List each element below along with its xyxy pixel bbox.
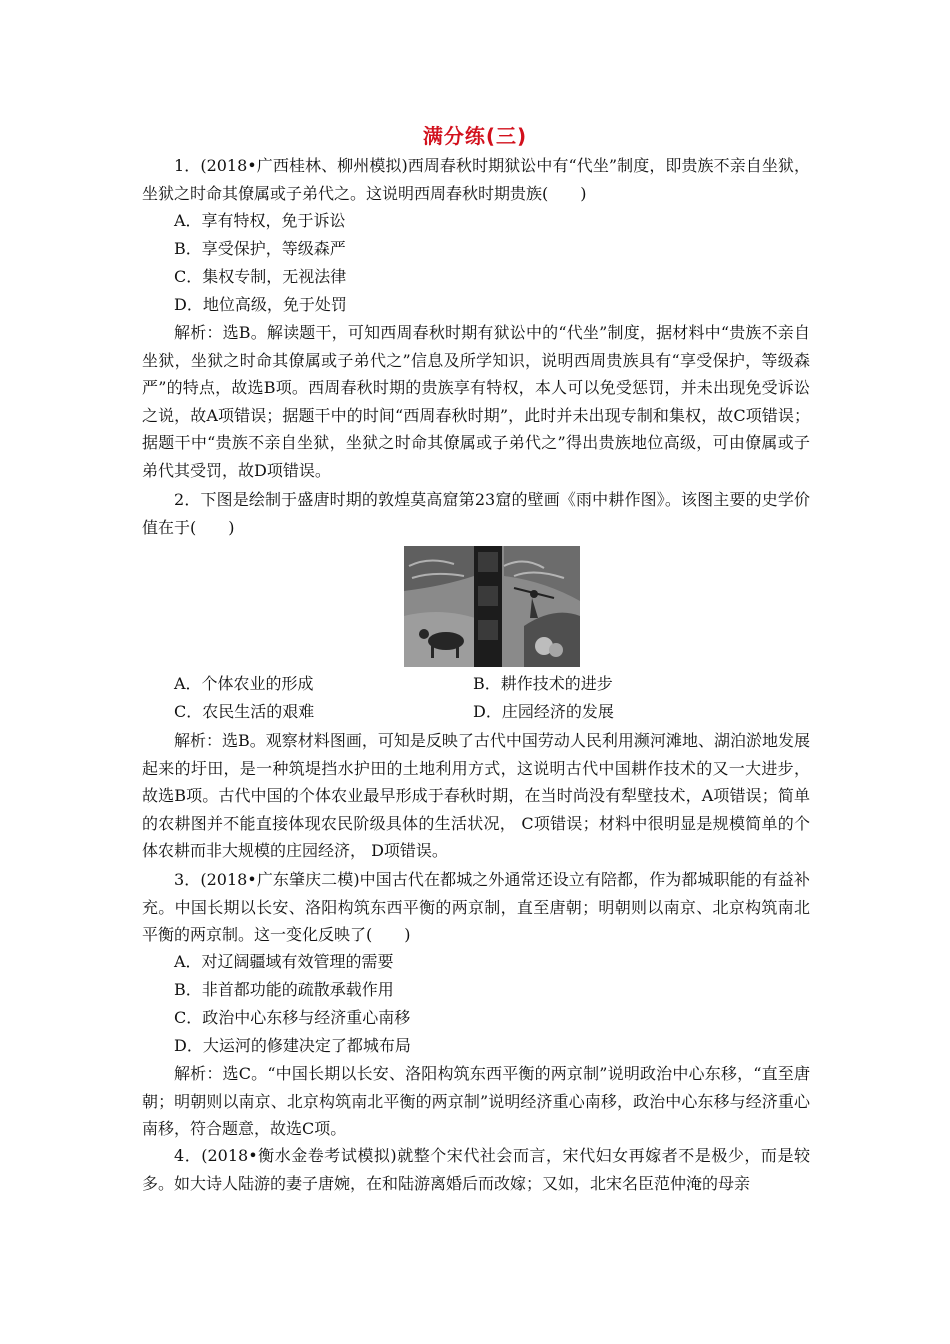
question-3-option-c: C．政治中心东移与经济重心南移 [174,1008,411,1027]
page-title: 满分练(三) [422,124,528,148]
question-1-option-b: B．享受保护，等级森严 [174,239,346,258]
question-3-option-b: B．非首都功能的疏散承载作用 [174,980,394,999]
question-1-analysis: 解析：选B。解读题干，可知西周春秋时期有狱讼中的“代坐”制度，据材料中“贵族不亲自坐狱，坐狱之时命其僚属或子弟代之”信息及所学知识，说明西周贵族具有“享受保护，等级森严”的特点，故选B项。西周春秋时期的贵族享有特权，本人可以免受惩罚，并未出现免受诉讼之说，故A项错误；据题干中的时间“西周春秋时期”，此时并未出现专制和集权，故C项错误；据题干中“贵族不亲自坐狱，坐狱之时命其僚属或子弟代之”得出贵族地位高级，可由僚属或子弟代其受罚，故D项错误。 [142,323,810,480]
question-2-analysis: 解析：选B。观察材料图画，可知是反映了古代中国劳动人民利用濒河滩地、湖泊淤地发展起来的圩田，是一种筑堤挡水护田的土地利用方式，这说明古代中国耕作技术的又一大进步，故选B项。古代中国的个体农业最早形成于春秋时期，在当时尚没有犁壁技术，A项错误；简单的农耕图并不能直接体现农民阶级具体的生活状况， C项错误；材料中很明显是规模简单的个体农耕而非大规模的庄园经济， D项错误。 [142,731,810,860]
question-2-option-d: D．庄园经济的发展 [473,702,614,721]
question-3-option-a: A．对辽阔疆域有效管理的需要 [174,952,394,971]
question-3-stem: 3．(2018•广东肇庆二模)中国古代在都城之外通常还设立有陪都，作为都城职能的有益补充。中国长期以长安、洛阳构筑东西平衡的两京制，直至唐朝；明朝则以南京、北京构筑南北平衡的两京制。这一变化反映了( ) [142,870,810,944]
question-1-option-a: A．享有特权，免于诉讼 [174,211,346,230]
question-3-option-d: D．大运河的修建决定了都城布局 [174,1036,411,1055]
mural-image [404,546,580,667]
question-4-stem: 4．(2018•衡水金卷考试模拟)就整个宋代社会而言，宋代妇女再嫁者不是极少，而是较多。如大诗人陆游的妻子唐婉，在和陆游离婚后而改嫁；又如，北宋名臣范仲淹的母亲 [142,1146,810,1193]
mural-illustration [404,546,580,667]
question-2-option-b: B．耕作技术的进步 [473,674,613,693]
question-2-option-a: A．个体农业的形成 [174,674,314,693]
question-1-stem: 1．(2018•广西桂林、柳州模拟)西周春秋时期狱讼中有“代坐”制度，即贵族不亲自坐狱，坐狱之时命其僚属或子弟代之。这说明西周春秋时期贵族( ) [142,156,810,203]
question-2-stem: 2．下图是绘制于盛唐时期的敦煌莫高窟第23窟的壁画《雨中耕作图》。该图主要的史学价值在于( ) [142,490,810,537]
question-1-option-c: C．集权专制，无视法律 [174,267,347,286]
question-3-analysis: 解析：选C。“中国长期以长安、洛阳构筑东西平衡的两京制”说明政治中心东移，“直至唐朝；明朝则以南京、北京构筑南北平衡的两京制”说明经济重心南移，政治中心东移与经济重心南移，符合题意，故选C项。 [142,1064,810,1138]
question-2-option-c: C．农民生活的艰难 [174,702,315,721]
question-1-option-d: D．地位高级，免于处罚 [174,295,347,314]
